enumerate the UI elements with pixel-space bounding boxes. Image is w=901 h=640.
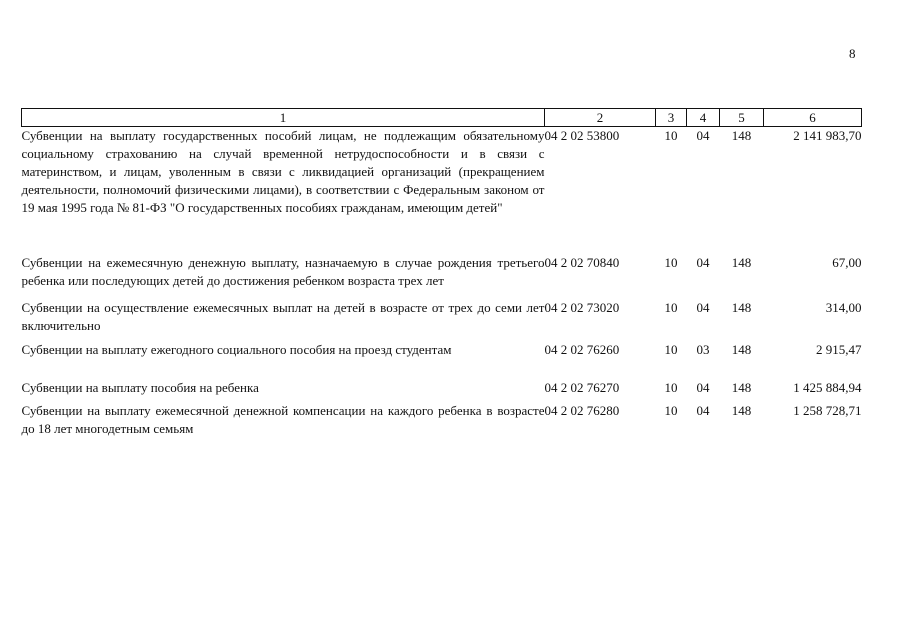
row-amount: 2 141 983,70	[793, 128, 862, 143]
table-row	[22, 341, 862, 379]
table-row	[22, 402, 862, 438]
column-header: 1	[22, 109, 545, 127]
budget-table	[21, 108, 862, 438]
page-number: 8	[849, 46, 856, 61]
row-subsection: 04	[696, 255, 710, 270]
row-description: Субвенции на ежемесячную денежную выплату, назначаемую в случае рождения третьего ребенка или последующих детей до достижения ребенком возраста трех лет	[21, 255, 545, 288]
row-description: Субвенции на выплату ежемесячной денежной компенсации на каждого ребенка в возрасте до 18 лет многодетным семьям	[21, 403, 545, 436]
row-subsection: 04	[696, 128, 710, 143]
row-amount: 314,00	[825, 300, 862, 315]
row-type: 148	[731, 128, 752, 143]
column-header: 2	[545, 109, 656, 127]
row-description: Субвенции на выплату государственных пособий лицам, не подлежащим обязательному социальному страхованию на случай временной нетрудоспособности и в связи с материнством, и лицам, уволенным в связи с ликвидацией организаций (прекращением деятельности, полномочий физическими лицами), в соответствии с Федеральным законом от 19 мая 1995 года № 81-ФЗ "О государственных пособиях гражданам, имеющим детей"	[21, 128, 545, 215]
row-type: 148	[731, 255, 752, 270]
row-code: 04 2 02 76280	[544, 403, 620, 418]
row-code: 04 2 02 53800	[544, 128, 620, 143]
column-header: 6	[764, 109, 862, 127]
row-description: Субвенции на выплату пособия на ребенка	[21, 380, 259, 395]
row-code: 04 2 02 70840	[544, 255, 620, 270]
row-type: 148	[731, 403, 752, 418]
row-section: 10	[664, 342, 678, 357]
row-subsection: 04	[696, 403, 710, 418]
row-section: 10	[664, 255, 678, 270]
row-section: 10	[664, 300, 678, 315]
row-code: 04 2 02 76260	[544, 342, 620, 357]
row-amount: 1 425 884,94	[793, 380, 862, 395]
row-amount: 1 258 728,71	[793, 403, 862, 418]
row-description: Субвенции на выплату ежегодного социального пособия на проезд студентам	[21, 342, 452, 357]
row-section: 10	[664, 128, 678, 143]
row-code: 04 2 02 76270	[544, 380, 620, 395]
table-row	[22, 127, 862, 255]
row-type: 148	[731, 300, 752, 315]
table-row	[22, 379, 862, 402]
row-amount: 2 915,47	[816, 342, 862, 357]
table-row	[22, 299, 862, 341]
row-subsection: 04	[696, 300, 710, 315]
column-header: 3	[656, 109, 687, 127]
row-subsection: 03	[696, 342, 710, 357]
table-row	[22, 254, 862, 299]
column-header: 5	[720, 109, 764, 127]
row-subsection: 04	[696, 380, 710, 395]
row-type: 148	[731, 380, 752, 395]
row-description: Субвенции на осуществление ежемесячных выплат на детей в возрасте от трех до семи лет включительно	[21, 300, 545, 333]
row-section: 10	[664, 403, 678, 418]
header-row	[22, 109, 862, 127]
row-type: 148	[731, 342, 752, 357]
column-header: 4	[687, 109, 720, 127]
row-section: 10	[664, 380, 678, 395]
row-code: 04 2 02 73020	[544, 300, 620, 315]
row-amount: 67,00	[832, 255, 862, 270]
